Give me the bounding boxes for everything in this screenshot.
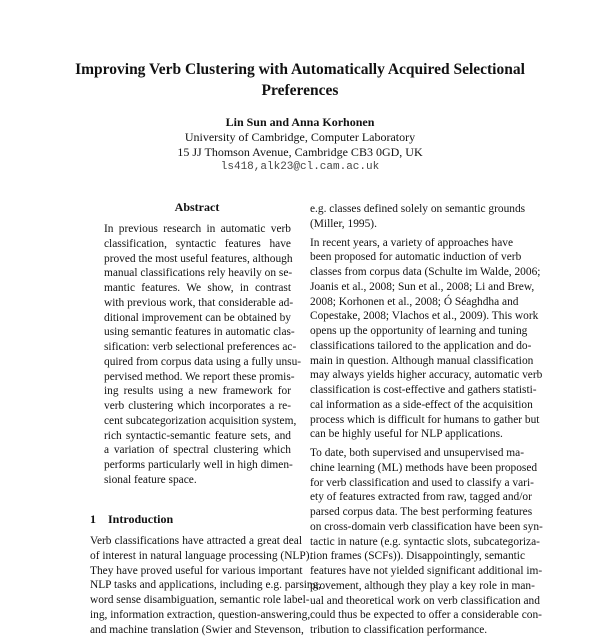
- text-line: cal information as a side-effect of the acquisition: [310, 398, 533, 411]
- text-line: classifications tailored to the application and do-: [310, 339, 532, 352]
- affiliation: University of Cambridge, Computer Laboratory: [184, 130, 416, 144]
- text-line: chine learning (ML) methods have been proposed: [310, 461, 538, 474]
- section-title: Introduction: [108, 512, 174, 526]
- text-line: In previous research in automatic verb: [104, 223, 291, 235]
- text-line: To date, both supervised and unsupervised ma-: [310, 447, 524, 459]
- text-line: can be highly useful for NLP applications.: [310, 428, 503, 441]
- text-line: word sense disambiguation, semantic role label-: [90, 594, 310, 606]
- text-line: could thus be expected to offer a considerable con-: [310, 609, 542, 622]
- text-line: may always yields higher accuracy, automatic verb: [310, 369, 543, 382]
- text-line: classes from corpus data (Schulte im Walde, 2006;: [310, 266, 541, 278]
- text-line: Copestake, 2008; Vlachos et al., 2009). This work: [310, 310, 539, 323]
- text-line: been proposed for automatic induction of verb: [310, 251, 522, 264]
- paragraph: [310, 236, 543, 443]
- paper-title: [60, 59, 540, 101]
- text-line: provement, although they play a key role in man-: [310, 579, 535, 592]
- text-line: proved the most useful features, although: [104, 252, 293, 265]
- text-line: Verb classifications have attracted a great deal: [90, 535, 302, 547]
- text-line: a variation of spectral clustering which: [104, 444, 291, 457]
- text-line: classification, syntactic features have: [104, 237, 291, 250]
- authors: Lin Sun and Anna Korhonen: [225, 115, 375, 129]
- text-line: using semantic features in automatic clas-: [104, 326, 295, 339]
- paragraph: [310, 202, 526, 232]
- text-line: ing, information extraction, question-answering,: [90, 608, 311, 621]
- text-line: They have proved useful for various important: [90, 564, 303, 577]
- text-line: Joanis et al., 2008; Sun et al., 2008; Li and Brew,: [310, 280, 535, 293]
- text-line: classification is cost-effective and gathers statisti-: [310, 384, 537, 396]
- text-line: e.g. classes defined solely on semantic grounds: [310, 203, 526, 215]
- text-line: features have not yielded significant additional im-: [310, 565, 543, 577]
- text-line: sional feature space.: [104, 473, 197, 486]
- text-line: tactic in nature (e.g. syntactic slots, subcategoriza-: [310, 535, 540, 548]
- text-line: In recent years, a variety of approaches have: [310, 236, 514, 249]
- text-line: on cross-domain verb classification have been syn-: [310, 520, 543, 533]
- text-line: performs particularly well in high dimen-: [104, 459, 293, 471]
- text-line: (Miller, 1995).: [310, 217, 377, 230]
- text-line: sification: verb selectional preferences ac-: [104, 341, 297, 353]
- text-line: main in question. Although manual classification: [310, 354, 534, 367]
- text-line: of interest in natural language processing (NLP).: [90, 549, 313, 562]
- text-line: quired from corpus data using a fully unsu-: [104, 355, 302, 368]
- text-line: ing results using a new framework for: [104, 385, 291, 398]
- text-line: cent subcategorization acquisition system,: [104, 414, 297, 427]
- section-heading-introduction: [90, 512, 173, 527]
- text-line: parsed corpus data. The best performing features: [310, 506, 533, 518]
- address: 15 JJ Thomson Avenue, Cambridge CB3 0GD, UK: [177, 145, 423, 159]
- section-number: 1: [90, 512, 96, 526]
- text-line: ety of features extracted from raw, tagged and/or: [310, 491, 532, 504]
- abstract-heading: Abstract: [174, 200, 220, 214]
- text-line: tion frames (SCFs)). Disappointingly, semantic: [310, 550, 526, 563]
- abstract-body: [104, 222, 302, 488]
- text-line: with previous work, that considerable ad-: [104, 296, 294, 309]
- text-line: process which is difficult for humans to gather but: [310, 413, 540, 426]
- title-line: Preferences: [261, 82, 339, 99]
- right-column-body: [310, 202, 543, 638]
- text-line: and machine translation (Swier and Stevenson,: [90, 623, 304, 636]
- text-line: ditional improvement can be obtained by: [104, 311, 291, 324]
- text-line: for verb classification and used to classify a vari-: [310, 476, 534, 489]
- introduction-body: [90, 534, 322, 637]
- text-line: verb clustering which incorporates a re-: [104, 400, 291, 412]
- text-line: NLP tasks and applications, including e.g. parsing,: [90, 579, 322, 592]
- title-line: Improving Verb Clustering with Automatically Acquired Selectional: [75, 61, 525, 78]
- text-line: mantic features. We show, in contrast: [104, 282, 291, 294]
- text-line: pervised method. We report these promis-: [104, 370, 295, 383]
- text-line: 2008; Korhonen et al., 2008; Ó Séaghdha and: [310, 295, 519, 308]
- email: ls418,alk23@cl.cam.ac.uk: [220, 161, 380, 173]
- text-line: manual classifications rely heavily on se-: [104, 267, 293, 280]
- text-line: tribution to classification performance.: [310, 624, 488, 636]
- text-line: rich syntactic-semantic feature sets, and: [104, 429, 291, 442]
- text-line: ual and theoretical work on verb classification and: [310, 594, 540, 607]
- paragraph: [310, 446, 543, 638]
- text-line: opens up the opportunity of learning and tuning: [310, 325, 528, 337]
